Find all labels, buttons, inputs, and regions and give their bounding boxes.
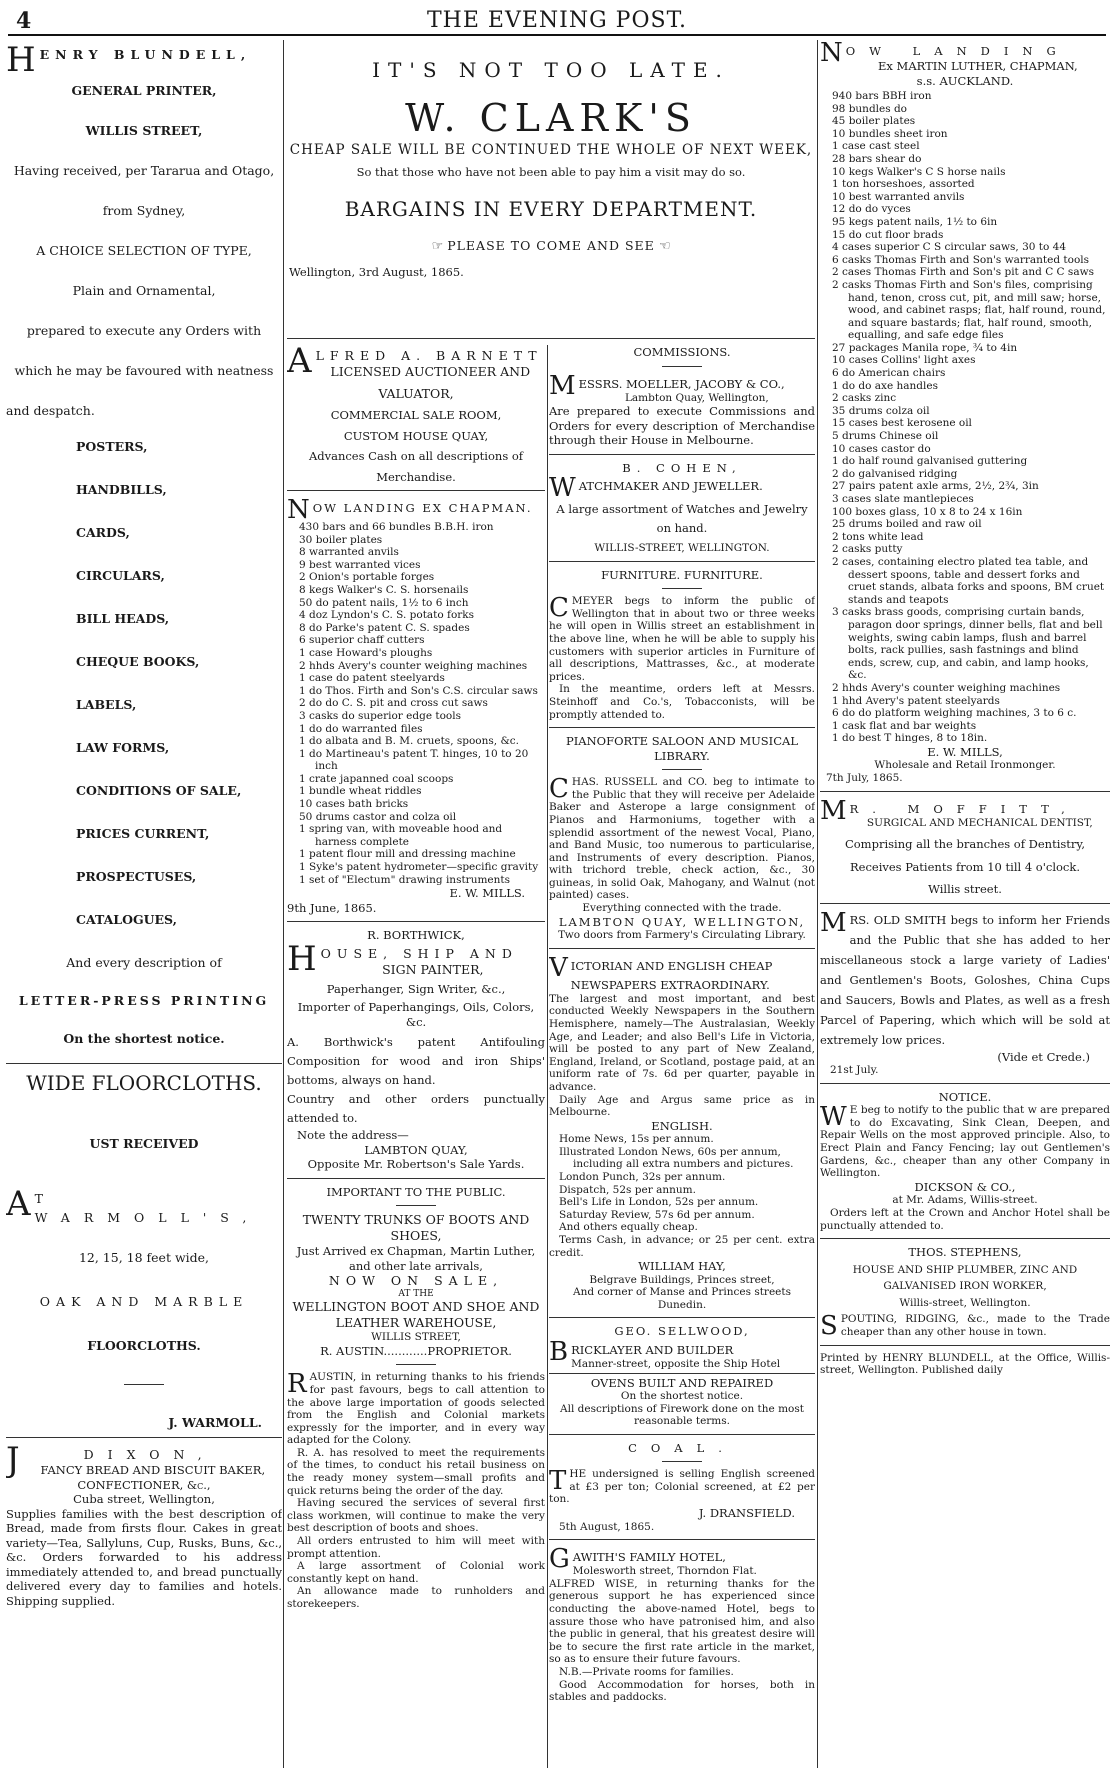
ad-russell: PIANOFORTE SALOON AND MUSICAL LIBRARY. CHAS. RUSSELL and CO. beg to intimate to the Public that they will receive per Adelaide Baker and Asterope a large consignment of Pianos and Harmoniums, together with a splendid assortment of the newest Vocal, Piano, and Band Music, too numerous to particularise, and Instruments of every description. Pianos, with trichord treble, check action, &c., 30 guineas, in solid Oak, Mahogany, and Walnut (not painted) cases. Everything connected with the trade. LAMBTON QUAY, WELLINGTON, Two doors from Farmery's Circulating Library. (549, 734, 815, 942)
drop-cap: C (549, 774, 569, 805)
column-rule (547, 345, 548, 1768)
list-item: PROSPECTUSES, (76, 869, 197, 884)
list-item: 1 do best T hinges, 8 to 18in. (832, 732, 988, 745)
list-item: 6 casks Thomas Firth and Son's warranted tools (832, 253, 1090, 266)
list-item: Home News, 15s per annum. (559, 1133, 714, 1146)
ad-cohen: B. COHEN, WATCHMAKER AND JEWELLER. A large assortment of Watches and Jewelry on hand. WILLIS-STREET, WELLINGTON. (549, 460, 808, 555)
column-3 (549, 345, 815, 1765)
list-item: CARDS, (76, 525, 130, 540)
list-item: 95 kegs patent nails, 1½ to 6in (832, 215, 998, 228)
list-item: 27 packages Manila rope, ¾ to 4in (832, 341, 1018, 354)
list-item: 1 bundle wheat riddles (299, 785, 422, 798)
list-item: Bell's Life in London, 52s per annum. (559, 1196, 759, 1209)
list-item: 2 casks putty (832, 543, 903, 556)
ad-dickson: NOTICE. W E beg to notify to the public that w are prepared to do Excavating, Sink Clean, Deepen, and Repair Wells on the most approved principle. Also, to Erect Plain and Fancy Fencing; lay out Gentlemen's Gardens, &c., cheaper than any other Company in Wellington. DICKSON & CO., at Mr. Adams, Willis-street. Orders left at the Crown and Anchor Hotel shall be punctually attended to. (820, 1089, 1110, 1232)
list-item: 10 bundles sheet iron (832, 127, 948, 140)
list-item: 15 do cut floor brads (832, 228, 944, 241)
drop-cap: H (287, 938, 317, 979)
ad-gawith: GAWITH'S FAMILY HOTEL, Molesworth street, Thorndon Flat. ALFRED WISE, in returning thanks for the generous support he has experienced since conducting the above-named Hotel, begs to assure those who have patronised him, and also the public in general, that his greatest desire will be to secure the first rate article in the market, so as to ensure their future favours. N.B.—Private rooms for families. Good Accommodation for horses, both in stables and paddocks. (549, 1544, 815, 1704)
list-item: 2 tons white lead (832, 530, 924, 543)
list-item: CONDITIONS OF SALE, (76, 783, 242, 798)
printing-list (6, 439, 282, 928)
column-4 (820, 40, 1110, 1766)
column-rule (283, 40, 284, 1768)
list-item: 1 Syke's patent hydrometer—specific gravity (299, 861, 539, 874)
drop-cap: M (820, 795, 847, 826)
list-item: LABELS, (76, 697, 137, 712)
list-item: PRICES CURRENT, (76, 826, 210, 841)
list-item: 6 do American chairs (832, 367, 946, 380)
newspaper-title: THE EVENING POST. (426, 8, 688, 33)
list-item: 15 cases best kerosene oil (832, 417, 972, 430)
list-item: 35 drums colza oil (832, 404, 930, 417)
list-item: 30 boiler plates (299, 533, 383, 546)
list-item: 50 drums castor and colza oil (299, 810, 457, 823)
list-item: 4 cases superior C S circular saws, 30 to 44 (832, 241, 1067, 254)
list-item: 1 case do patent steelyards (299, 672, 445, 685)
list-item: 12 do do vyces (832, 203, 911, 216)
list-item: BILL HEADS, (76, 611, 170, 626)
ad-borthwick: R. BORTHWICK, HOUSE, SHIP AND SIGN PAINTER, Paperhanger, Sign Writer, &c., Importer of Paperhangings, Oils, Colors, &c. A. Borthwick's patent Antifouling Composition for wood and iron Ships' bottoms, always on hand. Country and other orders punctually attended to. Note the address— LAMBTON QUAY, Opposite Mr. Robertson's Sale Yards. (287, 928, 545, 1172)
drop-cap: T (549, 1466, 567, 1497)
list-item: 45 boiler plates (832, 115, 916, 128)
ad-coal: COAL. THE undersigned is selling English screened at £3 per ton; Colonial screened, at £2 per ton. J. DRANSFIELD. 5th August, 1865. (549, 1440, 815, 1533)
chapman-list (287, 521, 545, 886)
ad-dixon: J DIXON, FANCY BREAD AND BISCUIT BAKER, CONFECTIONER, &c., Cuba street, Wellington, Supplies families with the best description of Bread, made from firsts flour. Cakes in great variety—Tea, Sallyluns, Cup, Rusks, Buns, &c., &c. Orders forwarded to his address immediately attended to, and bread punctually delivered every day to families and hotels. Shipping supplied. (6, 1440, 282, 1608)
printer-imprint: Printed by HENRY BLUNDELL, at the Office, Willis-street, Wellington. Published daily (820, 1351, 1110, 1377)
list-item: 2 cases Thomas Firth and Son's pit and C C saws (832, 266, 1094, 279)
list-item: 2 hhds Avery's counter weighing machines (299, 659, 528, 672)
drop-cap: H (6, 40, 36, 80)
ad-stephens: THOS. STEPHENS, HOUSE AND SHIP PLUMBER, ZINC AND GALVANISED IRON WORKER, Willis-street, Wellington. SPOUTING, RIDGING, &c., made to the Trade cheaper than any other house in town. (820, 1245, 1110, 1342)
drop-cap: R (287, 1369, 307, 1400)
ad-moeller: COMMISSIONS. MESSRS. MOELLER, JACOBY & CO., Lambton Quay, Wellington, Are prepared to execute Commissions and Orders for every description of Merchandise through their House in Melbourne. (549, 345, 815, 448)
list-item: 5 drums Chinese oil (832, 430, 939, 443)
drop-cap: M (549, 370, 576, 401)
list-item: 1 case Howard's ploughs (299, 646, 433, 659)
newspaper-list (549, 1133, 815, 1234)
drop-cap: W (820, 1102, 847, 1133)
list-item: CATALOGUES, (76, 912, 177, 927)
list-item: 9 best warranted vices (299, 558, 421, 571)
ad-warmoll: WIDE FLOORCLOTHS. UST RECEIVED A T WARMOLL'S, 12, 15, 18 feet wide, OAK AND MARBLE FLOORCLOTHS. J. WARMOLL. (6, 1071, 262, 1430)
list-item: 3 casks brass goods, comprising curtain bands, paragon door springs, dinner bells, flat and bell weights, swing cabin lamps, flush and barrel bolts, rack pullies, sash fastnings and blind ends, screw, cup, and cabin, and lamp hooks, &c. (832, 606, 1103, 682)
list-item: 2 cases, containing electro plated tea table, and dessert spoons, table and dessert forks and cruet stands, albata forks and spoons, BM cruet stands and teapots (832, 555, 1105, 606)
masthead (8, 6, 1106, 36)
list-item: 2 do do C. S. pit and cross cut saws (299, 697, 488, 710)
list-item: 430 bars and 66 bundles B.B.H. iron (299, 521, 494, 533)
ad-sellwood: GEO. SELLWOOD, BRICKLAYER AND BUILDER Manner-street, opposite the Ship Hotel OVENS BUILT AND REPAIRED On the shortest notice. All descriptions of Firework done on the most reasonable terms. (549, 1324, 815, 1427)
list-item: 1 spring van, with moveable hood and harness complete (299, 823, 503, 848)
list-item: Saturday Review, 57s 6d per annum. (559, 1208, 755, 1221)
list-item: 1 patent flour mill and dressing machine (299, 848, 516, 861)
list-item: 2 casks Thomas Firth and Son's files, comprising hand, tenon, cross cut, pit, and mill saw; horse, wood, and cabinet rasps; flat, half round, round, and square bastards; flat, half round, smooth, equalling, and safe edge files (832, 278, 1106, 342)
drop-cap: V (549, 952, 568, 983)
list-item: And others equally cheap. (559, 1221, 698, 1234)
drop-cap: B (549, 1336, 569, 1367)
list-item: 10 kegs Walker's C S horse nails (832, 165, 1006, 178)
list-item: 2 casks zinc (832, 392, 897, 405)
column-2 (287, 345, 545, 1765)
drop-cap: N (287, 495, 310, 525)
list-item: Dispatch, 52s per annum. (559, 1183, 696, 1196)
list-item: 4 doz Lyndon's C. S. potato forks (299, 609, 475, 622)
ad-martin-luther: NOW LANDING Ex MARTIN LUTHER, CHAPMAN, s.s. AUCKLAND. 940 bars BBH iron 98 bundles do 45 boiler plates 10 bundles sheet iron 1 case cast steel 28 bars shear do 10 kegs Walker's C S horse nails 1 ton horseshoes, assorted 10 best warranted anvils 12 do do vyces 95 kegs patent nails, 1½ to 6in 15 do cut floor brads 4 cases superior C S circular saws, 30 to 44 6 casks Thomas Firth and Son's warranted tools 2 cases Thomas Firth and Son's pit and C C saws 2 casks Thomas Firth and Son's files, comprising hand, tenon, cross cut, pit, and mill saw; horse, wood, and cabinet rasps; flat, half round, round, and square bastards; flat, half round, smooth, equalling, and safe edge files 27 packages Manila rope, ¾ to 4in 10 cases Collins' light axes 6 do American chairs 1 do do axe handles 2 casks zinc 35 drums colza oil 15 cases best kerosene oil 5 drums Chinese oil 10 cases castor do 1 do half round galvanised guttering 2 do galvanised ridging 27 pairs patent axle arms, 2½, 2¾, 3in 3 cases slate mantlepieces 100 boxes glass, 10 x 8 to 24 x 16in 25 drums boiled and raw oil 2 tons white lead 2 casks putty 2 cases, containing electro plated tea table, and dessert spoons, table and dessert forks and cruet stands, albata forks and spoons, BM cruet stands and teapots 3 casks brass goods, comprising curtain bands, paragon door springs, dinner bells, flat and bell weights, swing cabin lamps, flush and barrel bolts, rack pullies, sash fastnings and blind ends, screw, cup, and cabin, and lamp hooks, &c. 2 hhds Avery's counter weighing machines 1 hhd Avery's patent steelyards 6 do do platform weighing machines, 3 to 6 c. 1 cask flat and bar weights 1 do best T hinges, 8 to 18in. E. W. MILLS, Wholesale and Retail Ironmonger. 7th July, 1865. (820, 40, 1110, 785)
list-item: 1 set of "Electum" drawing instruments (299, 873, 510, 886)
list-item: 10 cases Collins' light axes (832, 354, 976, 367)
list-item: 10 cases bath bricks (299, 798, 409, 811)
list-item: 2 do galvanised ridging (832, 467, 958, 480)
list-item: 28 bars shear do (832, 152, 922, 165)
list-item: 98 bundles do (832, 102, 908, 115)
list-item: 940 bars BBH iron (832, 90, 932, 102)
list-item: CIRCULARS, (76, 568, 165, 583)
list-item: CHEQUE BOOKS, (76, 654, 200, 669)
column-1 (6, 40, 282, 1766)
drop-cap: J (6, 1440, 20, 1480)
drop-cap: A (287, 345, 312, 381)
list-item: 1 cask flat and bar weights (832, 719, 977, 732)
list-item: 2 Onion's portable forges (299, 571, 435, 584)
ad-chapman: NOW LANDING EX CHAPMAN. 430 bars and 66 bundles B.B.H. iron 30 boiler plates 8 warranted anvils 9 best warranted vices 2 Onion's portable forges 8 kegs Walker's C. S. horsenails 50 do patent nails, 1½ to 6 inch 4 doz Lyndon's C. S. potato forks 8 do Parke's patent C. S. spades 6 superior chaff cutters 1 case Howard's ploughs 2 hhds Avery's counter weighing machines 1 case do patent steelyards 1 do Thos. Firth and Son's C.S. circular saws 2 do do C. S. pit and cross cut saws 3 casks do superior edge tools 1 do do warranted files 1 do albata and B. M. cruets, spoons, &c. 1 do Martineau's patent T. hinges, 10 to 20 inch 1 crate japanned coal scoops 1 bundle wheat riddles 10 cases bath bricks 50 drums castor and colza oil 1 spring van, with moveable hood and harness complete 1 patent flour mill and dressing machine 1 Syke's patent hydrometer—specific gravity 1 set of "Electum" drawing instruments E. W. MILLS. 9th June, 1865. (287, 497, 545, 915)
list-item: 50 do patent nails, 1½ to 6 inch (299, 596, 469, 609)
list-item: 1 do albata and B. M. cruets, spoons, &c. (299, 735, 520, 748)
divider (287, 338, 815, 339)
drop-cap: M (820, 907, 847, 938)
ironmongery-list (820, 90, 1110, 745)
pointing-hand-icon: ☞ (658, 238, 671, 254)
drop-cap: N (820, 40, 843, 68)
ad-blundell: HENRY BLUNDELL, GENERAL PRINTER, WILLIS STREET, Having received, per Tararua and Otago, from Sydney, A CHOICE SELECTION OF TYPE, Plain and Ornamental, prepared to execute any Orders with which he may be favoured with neatness and despatch. POSTERS, HANDBILLS, CARDS, CIRCULARS, BILL HEADS, CHEQUE BOOKS, LABELS, LAW FORMS, CONDITIONS OF SALE, PRICES CURRENT, PROSPECTUSES, CATALOGUES, And every description of LETTER-PRESS PRINTING On the shortest notice. (6, 44, 282, 1047)
list-item: 1 hhd Avery's patent steelyards (832, 694, 1000, 707)
drop-cap: A (6, 1184, 31, 1224)
ad-old-smith: MRS. OLD SMITH begs to inform her Friends and the Public that she has added to her miscellaneous stock a large variety of Ladies' and Gentlemen's Boots, Goloshes, China Cups and Saucers, Bowls and Plates, as well as a fresh Parcel of Papering, which which will be sold at extremely low prices. (Vide et Crede.) 21st July. (820, 907, 1110, 1077)
drop-cap: S (820, 1311, 838, 1342)
list-item: 1 do do axe handles (832, 379, 938, 392)
list-item: 6 superior chaff cutters (299, 634, 425, 647)
list-item: 100 boxes glass, 10 x 8 to 24 x 16in (832, 505, 1023, 518)
ad-hay: VICTORIAN AND ENGLISH CHEAP NEWSPAPERS EXTRAORDINARY. The largest and most important, and best conducted Weekly Newspapers in the Southern Hemisphere, namely—The Australasian, Weekly Age, and Leader; and also Bell's Life in Victoria, will be posted to any part of New Zealand, England, Ireland, or Scotland, postage paid, at an uniform rate of 7s. 6d per quarter, payable in advance. Daily Age and Argus same price as in Melbourne. ENGLISH. Home News, 15s per annum. Illustrated London News, 60s per annum, including all extra numbers and pictures. London Punch, 32s per annum. Dispatch, 52s per annum. Bell's Life in London, 52s per annum. Saturday Review, 57s 6d per annum. And others equally cheap. Terms Cash, in advance; or 25 per cent. extra credit. WILLIAM HAY, Belgrave Buildings, Princes street, And corner of Manse and Princes streets Dunedin. (549, 952, 815, 1311)
list-item: 1 do half round galvanised guttering (832, 455, 1028, 468)
list-item: 8 warranted anvils (299, 546, 399, 559)
list-item: 2 hhds Avery's counter weighing machines (832, 681, 1061, 694)
drop-cap: C (549, 593, 569, 624)
ad-moffitt: M R. MOFFITT, SURGICAL AND MECHANICAL DENTIST, Comprising all the branches of Dentistry, Receives Patients from 10 till 4 o'clock. Willis street. (820, 795, 1093, 897)
page-number: 4 (16, 8, 32, 34)
list-item: 3 casks do superior edge tools (299, 709, 461, 722)
list-item: 10 cases castor do (832, 442, 931, 455)
ad-clark: IT'S NOT TOO LATE. W. CLARK'S CHEAP SALE WILL BE CONTINUED THE WHOLE OF NEXT WEEK, So that those who have not been able to pay him a visit may do so. BARGAINS IN EVERY DEPARTMENT. ☞ PLEASE TO COME AND SEE ☞ Wellington, 3rd August, 1865. (289, 58, 813, 279)
list-item: POSTERS, (76, 439, 148, 454)
list-item: 10 best warranted anvils (832, 190, 965, 203)
list-item: 27 pairs patent axle arms, 2½, 2¾, 3in (832, 480, 1039, 493)
pointing-hand-icon: ☞ (431, 238, 444, 254)
list-item: London Punch, 32s per annum. (559, 1170, 726, 1183)
list-item: 1 case cast steel (832, 140, 920, 153)
list-item: Illustrated London News, 60s per annum, including all extra numbers and pictures. (559, 1145, 794, 1171)
list-item: 25 drums boiled and raw oil (832, 518, 982, 531)
list-item: 1 do do warranted files (299, 722, 423, 735)
list-item: 1 crate japanned coal scoops (299, 772, 454, 785)
list-item: 3 cases slate mantlepieces (832, 493, 974, 505)
list-item: 1 do Martineau's patent T. hinges, 10 to 20 inch (299, 747, 529, 773)
list-item: 1 ton horseshoes, assorted (832, 178, 975, 191)
list-item: 1 do Thos. Firth and Son's C.S. circular saws (299, 684, 538, 697)
drop-cap: G (549, 1544, 570, 1575)
list-item: HANDBILLS, (76, 482, 167, 497)
ad-barnett: ALFRED A. BARNETT LICENSED AUCTIONEER AND VALUATOR, COMMERCIAL SALE ROOM, CUSTOM HOUSE QUAY, Advances Cash on all descriptions of Merchandise. (287, 345, 543, 484)
ad-meyer: FURNITURE. FURNITURE. CMEYER begs to inform the public of Wellington that in about two or three weeks he will open in Willis street an establishment in the above line, when he will be able to supply his customers with superior articles in Furniture of all descriptions, Mattrasses, &c., at moderate prices. In the meantime, orders left at Messrs. Steinhoff and Co.'s, Tobacconists, will be promptly attended to. (549, 567, 815, 721)
drop-cap: W (549, 473, 576, 504)
ad-austin: IMPORTANT TO THE PUBLIC. TWENTY TRUNKS OF BOOTS AND SHOES, Just Arrived ex Chapman, Martin Luther, and other late arrivals, NOW ON SALE, AT THE WELLINGTON BOOT AND SHOE AND LEATHER WAREHOUSE, WILLIS STREET, R. AUSTIN............PROPRIETOR. RAUSTIN, in returning thanks to his friends for past favours, begs to call attention to the above large importation of goods selected from the English and Colonial markets expressly for the importer, and in every way adapted for the Colony. R. A. has resolved to meet the requirements of the times, to conduct his retail business on the ready money system—small profits and quick returns being the order of the day. Having secured the services of several first class workmen, will continue to make the very best description of boots and shoes. All orders entrusted to him will meet with prompt attention. A large assortment of Colonial work constantly kept on hand. An allowance made to runholders and storekeepers. (287, 1184, 545, 1610)
list-item: LAW FORMS, (76, 740, 170, 755)
column-rule (817, 40, 818, 1768)
list-item: 8 do Parke's patent C. S. spades (299, 621, 470, 634)
list-item: 6 do do platform weighing machines, 3 to 6 c. (832, 707, 1077, 720)
list-item: 8 kegs Walker's C. S. horsenails (299, 583, 469, 596)
